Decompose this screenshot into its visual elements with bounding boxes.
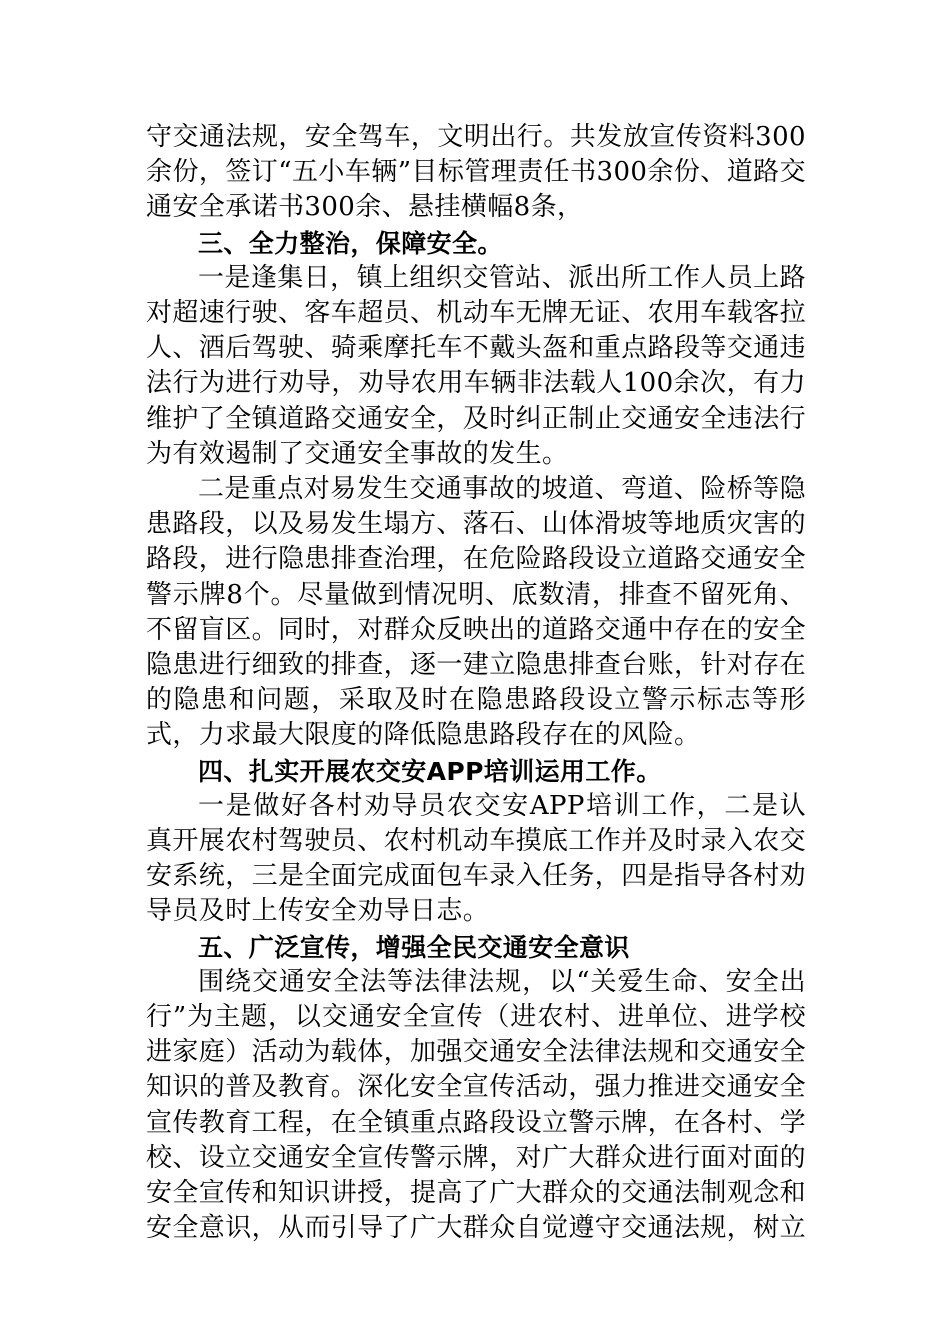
paragraph-publicity: 围绕交通安全法等法律法规，以“关爱生命、安全出行”为主题，以交通安全宣传（进农村、进单位、进学校进家庭）活动为载体，加强交通安全法律法规和交通安全知识的普及教育。深化安全宣传活动，强力推进交通安全宣传教育工程，在全镇重点路段设立警示牌，在各村、学校、设立交通安全宣传警示牌，对广大群众进行面对面的安全宣传和知识讲授，提高了广大群众的交通法制观念和安全意识，从而引导了广大群众自觉遵守交通法规，树立 <box>146 966 807 1244</box>
paragraph-enforcement: 一是逢集日，镇上组织交管站、派出所工作人员上路对超速行驶、客车超员、机动车无牌无证、农用车载客拉人、酒后驾驶、骑乘摩托车不戴头盔和重点路段等交通违法行为进行劝导，劝导农用车辆非法载人100余次，有力维护了全镇道路交通安全，及时纠正制止交通安全违法行为有效遏制了交通安全事故的发生。 <box>146 262 807 469</box>
paragraph-app-training: 一是做好各村劝导员农交安APP培训工作，二是认真开展农村驾驶员、农村机动车摸底工作并及时录入农交安系统，三是全面完成面包车录入任务，四是指导各村劝导员及时上传安全劝导日志。 <box>146 790 807 927</box>
document-body <box>146 120 806 1247</box>
section-heading-4: 四、扎实开展农交安APP培训运用工作。 <box>198 756 662 786</box>
paragraph-hazard-inspection: 二是重点对易发生交通事故的坡道、弯道、险桥等隐患路段，以及易发生塌方、落石、山体滑坡等地质灾害的路段，进行隐患排查治理，在危险路段设立道路交通安全警示牌8个。尽量做到情况明、底数清，排查不留死角、不留盲区。同时，对群众反映出的道路交通中存在的安全隐患进行细致的排查，逐一建立隐患排查台账，针对存在的隐患和问题，采取及时在隐患路段设立警示标志等形式，力求最大限度的降低隐患路段存在的风险。 <box>146 474 807 751</box>
paragraph-continued: 守交通法规，安全驾车，文明出行。共发放宣传资料300余份，签订“五小车辆”目标管理责任书300余份、道路交通安全承诺书300余、悬挂横幅8条， <box>146 122 806 223</box>
section-heading-3: 三、全力整治，保障安全。 <box>198 228 503 258</box>
section-heading-5: 五、广泛宣传，增强全民交通安全意识 <box>198 932 630 962</box>
